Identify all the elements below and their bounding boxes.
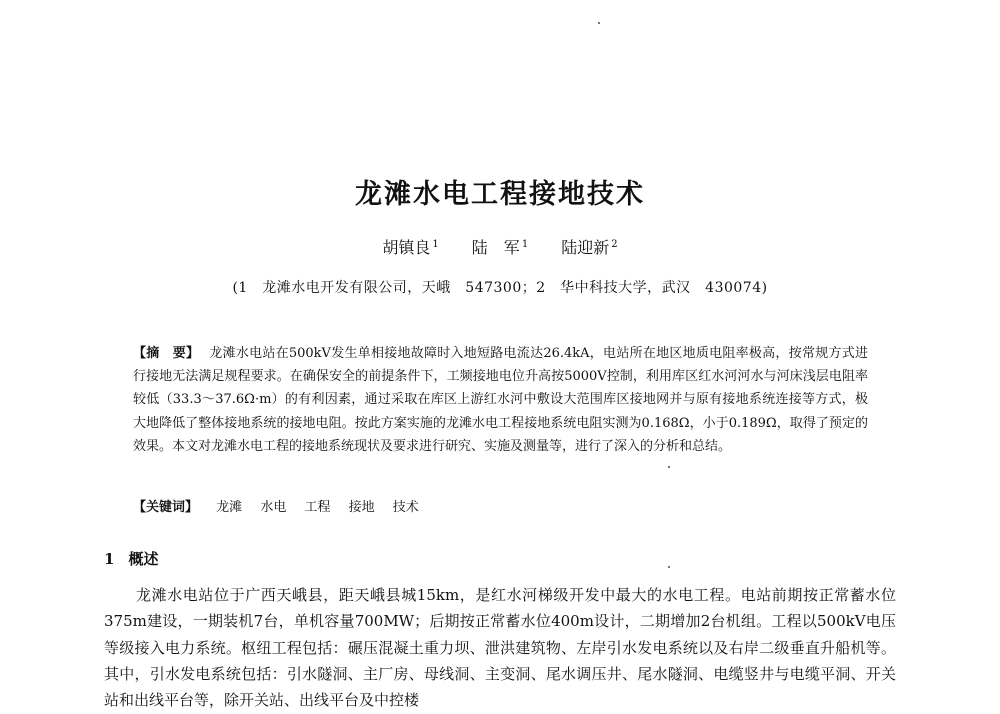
abstract-text: 龙滩水电站在500kV发生单相接地故障时入地短路电流达26.4kA，电站所在地区地质电阻率极高，按常规方式进行接地无法满足规程要求。在确保安全的前提条件下，工频接地电位升高按5000V控制，利用库区红水河河水与河床浅层电阻率较低（33.3～37.6Ω·m）的有利因素，通过采取在库区上游红水河中敷设大范围库区接地网并与原有接地系统连接等方式，极大地降低了整体接地系统的接地电阻。按此方案实施的龙滩水电工程接地系统电阻实测为0.168Ω，小于0.189Ω，取得了预定的效果。本文对龙滩水电工程的接地系统现状及要求进行研究、实施及测量等，进行了深入的分析和总结。 [133, 346, 868, 454]
author-name: 胡镇良 [382, 238, 431, 257]
affiliation-mark: 1 [432, 238, 439, 250]
keywords-block [133, 496, 868, 519]
keyword: 技术 [392, 500, 419, 515]
keyword: 接地 [348, 500, 375, 515]
affiliation-line: (1 龙滩水电开发有限公司，天峨 547300；2 华中科技大学，武汉 430074) [232, 280, 768, 296]
section-number: 1 [104, 550, 115, 568]
keyword: 水电 [260, 500, 287, 515]
author-list [0, 235, 1000, 258]
scan-speck [668, 466, 670, 468]
author-name: 陆迎新 [561, 238, 610, 257]
author [472, 238, 528, 257]
author [382, 238, 438, 257]
section-title: 概述 [128, 550, 159, 568]
abstract-block [133, 342, 868, 458]
keyword: 工程 [304, 500, 331, 515]
affiliation-mark: 2 [611, 238, 618, 250]
author [561, 238, 617, 257]
keyword: 龙滩 [216, 500, 243, 515]
author-name: 陆 军 [471, 238, 520, 257]
keywords-label: 【关键词】 [133, 500, 199, 515]
paper-title: 龙滩水电工程接地技术 [355, 179, 645, 210]
scan-speck [668, 566, 670, 568]
abstract-label: 【摘 要】 [133, 346, 200, 361]
section-heading [104, 548, 158, 569]
scan-speck [598, 22, 600, 24]
affiliation-mark: 1 [521, 238, 529, 250]
body-paragraph: 龙滩水电站位于广西天峨县，距天峨县城15km，是红水河梯级开发中最大的水电工程。电站前期按正常蓄水位375m建设，一期装机7台，单机容量700MW；后期按正常蓄水位400m设计，二期增加2台机组。工程以500kV电压等级接入电力系统。枢纽工程包括：碾压混凝土重力坝、泄洪建筑物、左岸引水发电系统以及右岸二级垂直升船机等。其中，引水发电系统包括：引水隧洞、主厂房、母线洞、主变洞、尾水调压井、尾水隧洞、电缆竖井与电缆平洞、开关站和出线平台等，除开关站、出线平台及中控楼 [104, 586, 896, 710]
